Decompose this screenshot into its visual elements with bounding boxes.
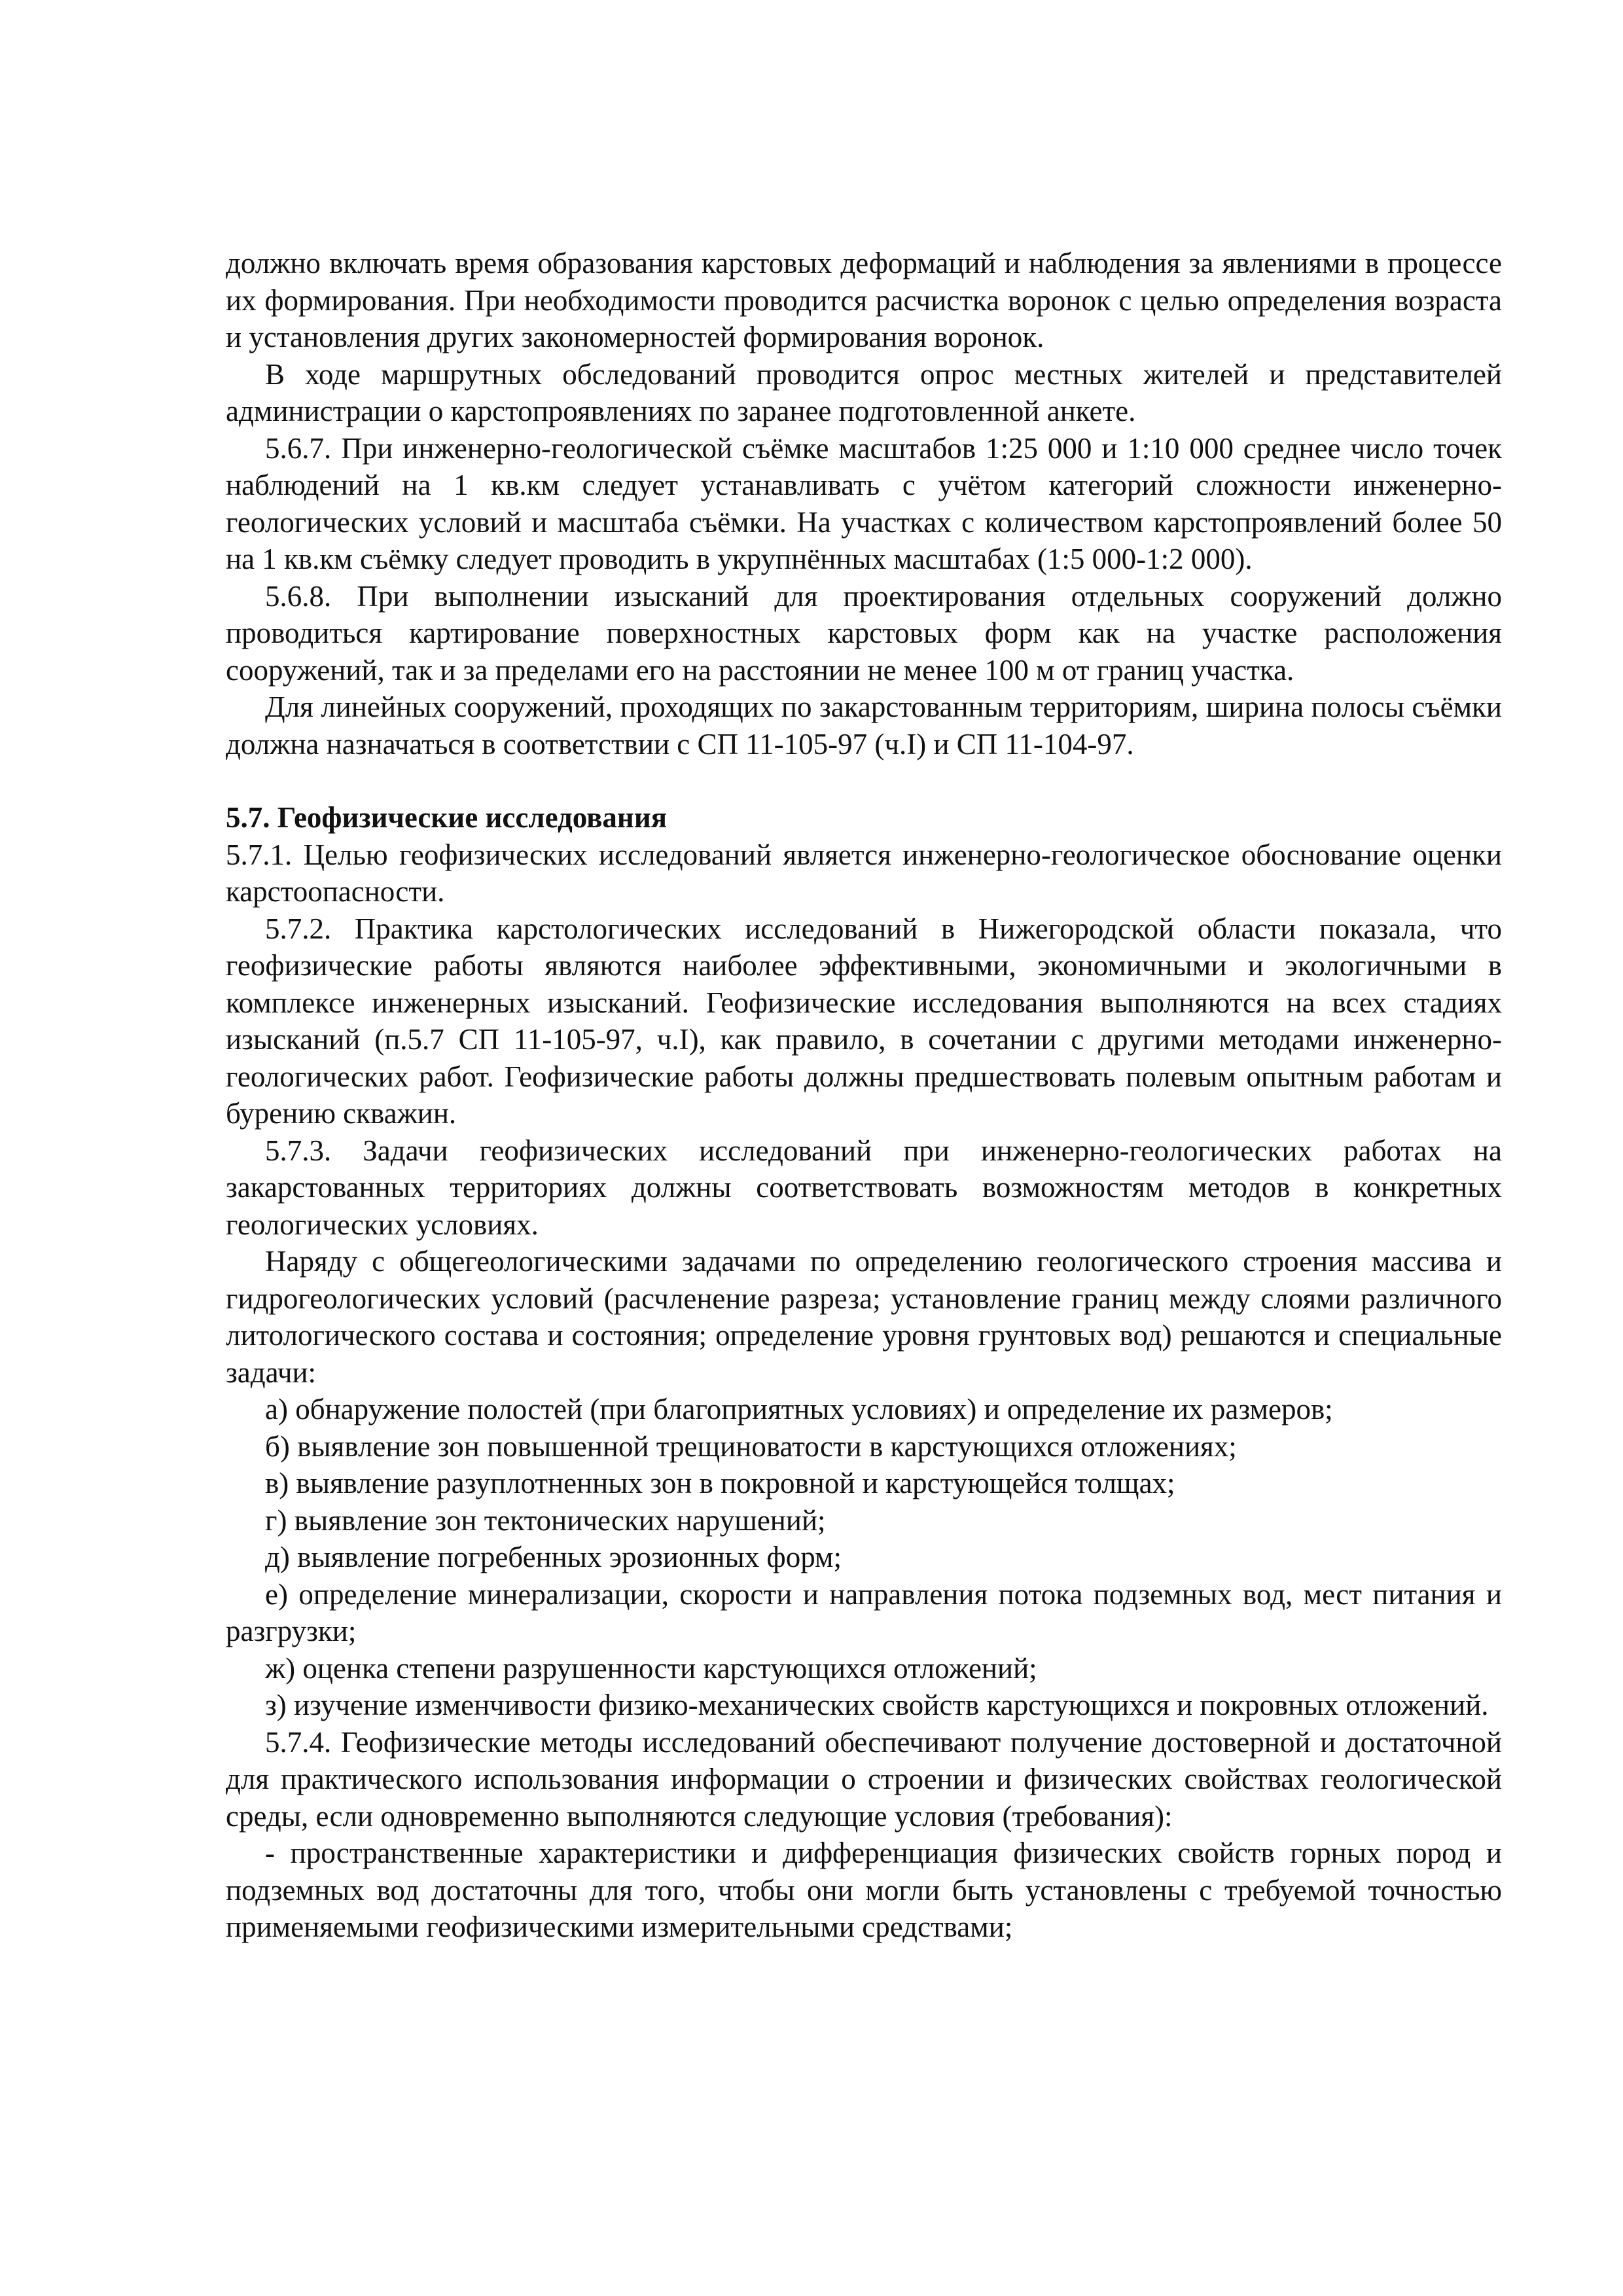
paragraph-linear-structures: Для линейных сооружений, проходящих по закарстованным территориям, ширина полосы съёмки должна назначаться в соответствии с СП 11-105-97 (ч.I) и СП 11-104-97. [226, 691, 1502, 761]
paragraph-5-6-8: 5.6.8. При выполнении изысканий для проектирования отдельных сооружений должно проводиться картирование поверхностных карстовых форм как на участке расположения сооружений, так и за пределами его на расстоянии не менее 100 м от границ участка. [226, 579, 1502, 687]
document-page [226, 245, 1502, 1946]
section-heading-5-7: 5.7. Геофизические исследования [226, 801, 668, 834]
paragraph-continuation: должно включать время образования карстовых деформаций и наблюдения за явлениями в процессе их формирования. При необходимости проводится расчистка воронок с целью определения возраста и установления других закономерностей формирования воронок. [226, 247, 1502, 353]
task-item-d: д) выявление погребенных эрозионных форм; [265, 1541, 842, 1573]
paragraph-special-tasks: Наряду с общегеологическими задачами по определению геологического строения массива и гидрогеологических условий (расчленение разреза; установление границ между слоями различного литологического состава и состояния; определение уровня грунтовых вод) решаются и специальные задачи: [226, 1245, 1502, 1389]
task-item-a: а) обнаружение полостей (при благоприятных условиях) и определение их размеров; [265, 1393, 1333, 1426]
paragraph-5-7-3: 5.7.3. Задачи геофизических исследований при инженерно-геологических работах на закарстованных территориях должны соответствовать возможностям методов в конкретных геологических условиях. [226, 1134, 1502, 1241]
paragraph-5-6-7: 5.6.7. При инженерно-геологической съёмке масштабов 1:25 000 и 1:10 000 среднее число точек наблюдений на 1 кв.км следует устанавливать с учётом категорий сложности инженерно-геологических условий и масштаба съёмки. На участках с количеством карстопроявлений более 50 на 1 кв.км съёмку следует проводить в укрупнённых масштабах (1:5 000-1:2 000). [226, 431, 1502, 575]
task-item-g: г) выявление зон тектонических нарушений; [265, 1503, 826, 1537]
task-item-v: в) выявление разуплотненных зон в покровной и карстующейся толщах; [265, 1467, 1175, 1499]
task-item-zh: ж) оценка степени разрушенности карстующихся отложений; [265, 1651, 1037, 1685]
paragraph-5-7-2: 5.7.2. Практика карстологических исследований в Нижегородской области показала, что геофизические работы являются наиболее эффективными, экономичными и экологичными в комплексе инженерных изысканий. Геофизические исследования выполняются на всех стадиях изысканий (п.5.7 СП 11-105-97, ч.I), как правило, в сочетании с другими методами инженерно-геологических работ. Геофизические работы должны предшествовать полевым опытным работам и бурению скважин. [226, 912, 1502, 1130]
task-item-e: е) определение минерализации, скорости и направления потока подземных вод, мест питания и разгрузки; [226, 1577, 1502, 1647]
paragraph-5-7-1: 5.7.1. Целью геофизических исследований является инженерно-геологическое обоснование оценки карстоопасности. [226, 838, 1502, 908]
paragraph-5-7-4: 5.7.4. Геофизические методы исследований обеспечивают получение достоверной и достаточной для практического использования информации о строении и физических свойствах геологической среды, если одновременно выполняются следующие условия (требования): [226, 1725, 1502, 1833]
task-item-b: б) выявление зон повышенной трещиноватости в карстующихся отложениях; [265, 1429, 1237, 1463]
task-item-z: з) изучение изменчивости физико-механических свойств карстующихся и покровных отложений. [265, 1689, 1489, 1721]
paragraph-survey: В ходе маршрутных обследований проводится опрос местных жителей и представителей администрации о карстопроявлениях по заранее подготовленной анкете. [226, 357, 1502, 427]
paragraph-requirement-1: - пространственные характеристики и дифференциация физических свойств горных пород и подземных вод достаточны для того, чтобы они могли быть установлены с требуемой точностью применяемыми геофизическими измерительными средствами; [226, 1837, 1502, 1943]
